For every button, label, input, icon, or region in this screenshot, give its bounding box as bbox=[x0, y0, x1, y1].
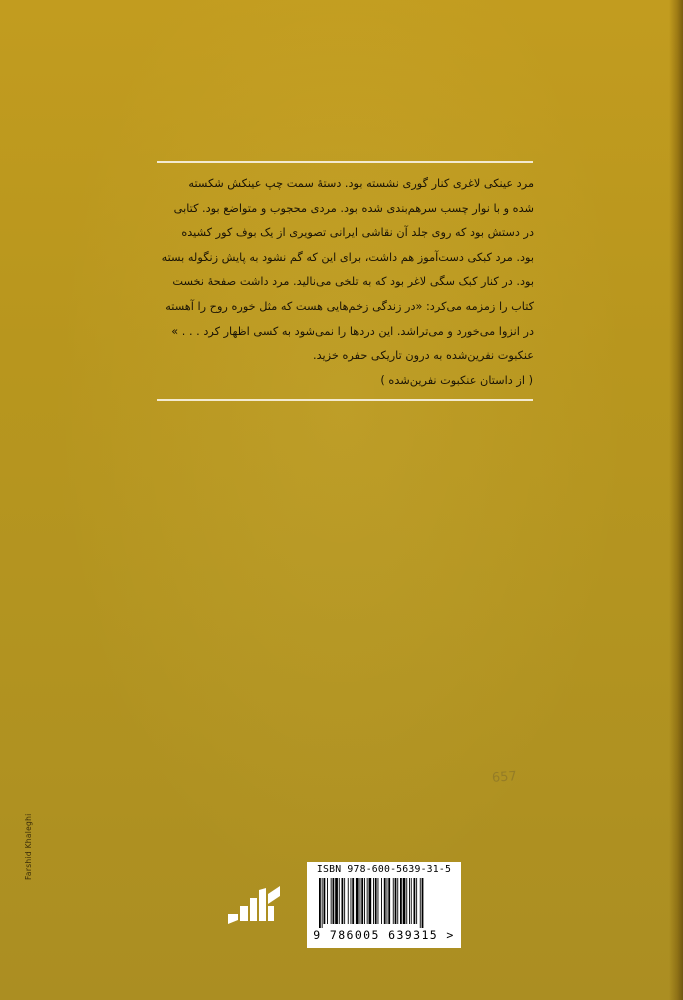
blurb-line: در انزوا می‌خورد و می‌تراشد. این دردها را نمی‌شود به کسی اظهار کرد . . . » bbox=[171, 324, 534, 338]
barcode-bar bbox=[360, 878, 361, 924]
top-rule bbox=[157, 161, 533, 163]
barcode-bar bbox=[342, 878, 344, 924]
blurb-line: مرد عینکی لاغری کنار گوری نشسته بود. دستهٔ سمت چپ عینکش شکسته bbox=[188, 177, 534, 190]
barcode-bar bbox=[356, 878, 359, 924]
barcode-bar bbox=[319, 878, 321, 928]
barcode-bar bbox=[395, 878, 397, 924]
blurb-line: شده و با نوار چسب سرهم‌بندی شده بود. مردی محجوب و متواضع بود. کتابی bbox=[173, 201, 534, 215]
spine-edge bbox=[669, 0, 683, 1000]
barcode-bar bbox=[339, 878, 340, 924]
barcode-bar bbox=[384, 878, 386, 924]
barcode-bar bbox=[406, 878, 407, 924]
barcode-bar bbox=[420, 878, 421, 928]
barcode-digits: 9 786005 639315 > bbox=[313, 928, 455, 942]
barcode-bars bbox=[315, 878, 453, 928]
barcode-bar bbox=[387, 878, 388, 924]
barcode bbox=[307, 862, 461, 948]
barcode-bar bbox=[409, 878, 410, 924]
barcode-bar bbox=[361, 878, 363, 924]
barcode-bar bbox=[414, 878, 416, 924]
barcode-bar bbox=[344, 878, 345, 924]
barcode-bar bbox=[367, 878, 368, 924]
barcode-bar bbox=[322, 878, 323, 928]
blurb-source: ( از داستان عنکبوت نفرین‌شده ) bbox=[380, 374, 533, 387]
barcode-bar bbox=[369, 878, 372, 924]
isbn-label: ISBN 978-600-5639-31-5 bbox=[316, 864, 452, 875]
barcode-bar bbox=[422, 878, 424, 928]
barcode-bar bbox=[397, 878, 398, 924]
barcode-bar bbox=[364, 878, 365, 924]
barcode-bar bbox=[378, 878, 379, 924]
blurb-text bbox=[150, 172, 534, 369]
barcode-bar bbox=[352, 878, 354, 924]
bottom-rule bbox=[157, 399, 533, 401]
barcode-bar bbox=[373, 878, 374, 924]
barcode-bar bbox=[381, 878, 382, 924]
barcode-bar bbox=[331, 878, 332, 924]
barcode-bar bbox=[411, 878, 412, 924]
barcode-bar bbox=[348, 878, 349, 924]
barcode-bar bbox=[416, 878, 417, 924]
barcode-bar bbox=[333, 878, 335, 924]
barcode-bar bbox=[393, 878, 394, 924]
barcode-bar bbox=[351, 878, 352, 924]
barcode-bar bbox=[327, 878, 328, 924]
blurb-line: در دستش بود که روی جلد آن نقاشی ایرانی تصویری از یک بوف کور کشیده bbox=[181, 226, 534, 240]
blurb-line: عنکبوت نفرین‌شده به درون تاریکی حفره خزید. bbox=[313, 349, 534, 363]
blurb-line: بود. در کنار کبک سگی لاغر بود که به تلخی می‌نالید. مرد داشت صفحهٔ نخست bbox=[172, 275, 534, 289]
pencil-note: 657 bbox=[491, 769, 518, 786]
barcode-bar bbox=[324, 878, 326, 924]
blurb-line: کتاب را زمزمه می‌کرد: «در زندگی زخم‌هایی هست که مثل خوره روح را آهسته bbox=[165, 299, 534, 313]
blurb-line: بود. مرد کبکی دست‌آموز هم داشت، برای این که گم نشود به پایش زنگوله بسته bbox=[161, 250, 534, 264]
barcode-bar bbox=[335, 878, 338, 924]
publisher-logo-icon bbox=[226, 884, 282, 926]
designer-credit: Farshid Khaleghi bbox=[24, 813, 33, 880]
barcode-bar bbox=[375, 878, 377, 924]
barcode-bar bbox=[388, 878, 390, 924]
barcode-bar bbox=[400, 878, 402, 924]
barcode-bar bbox=[403, 878, 406, 924]
